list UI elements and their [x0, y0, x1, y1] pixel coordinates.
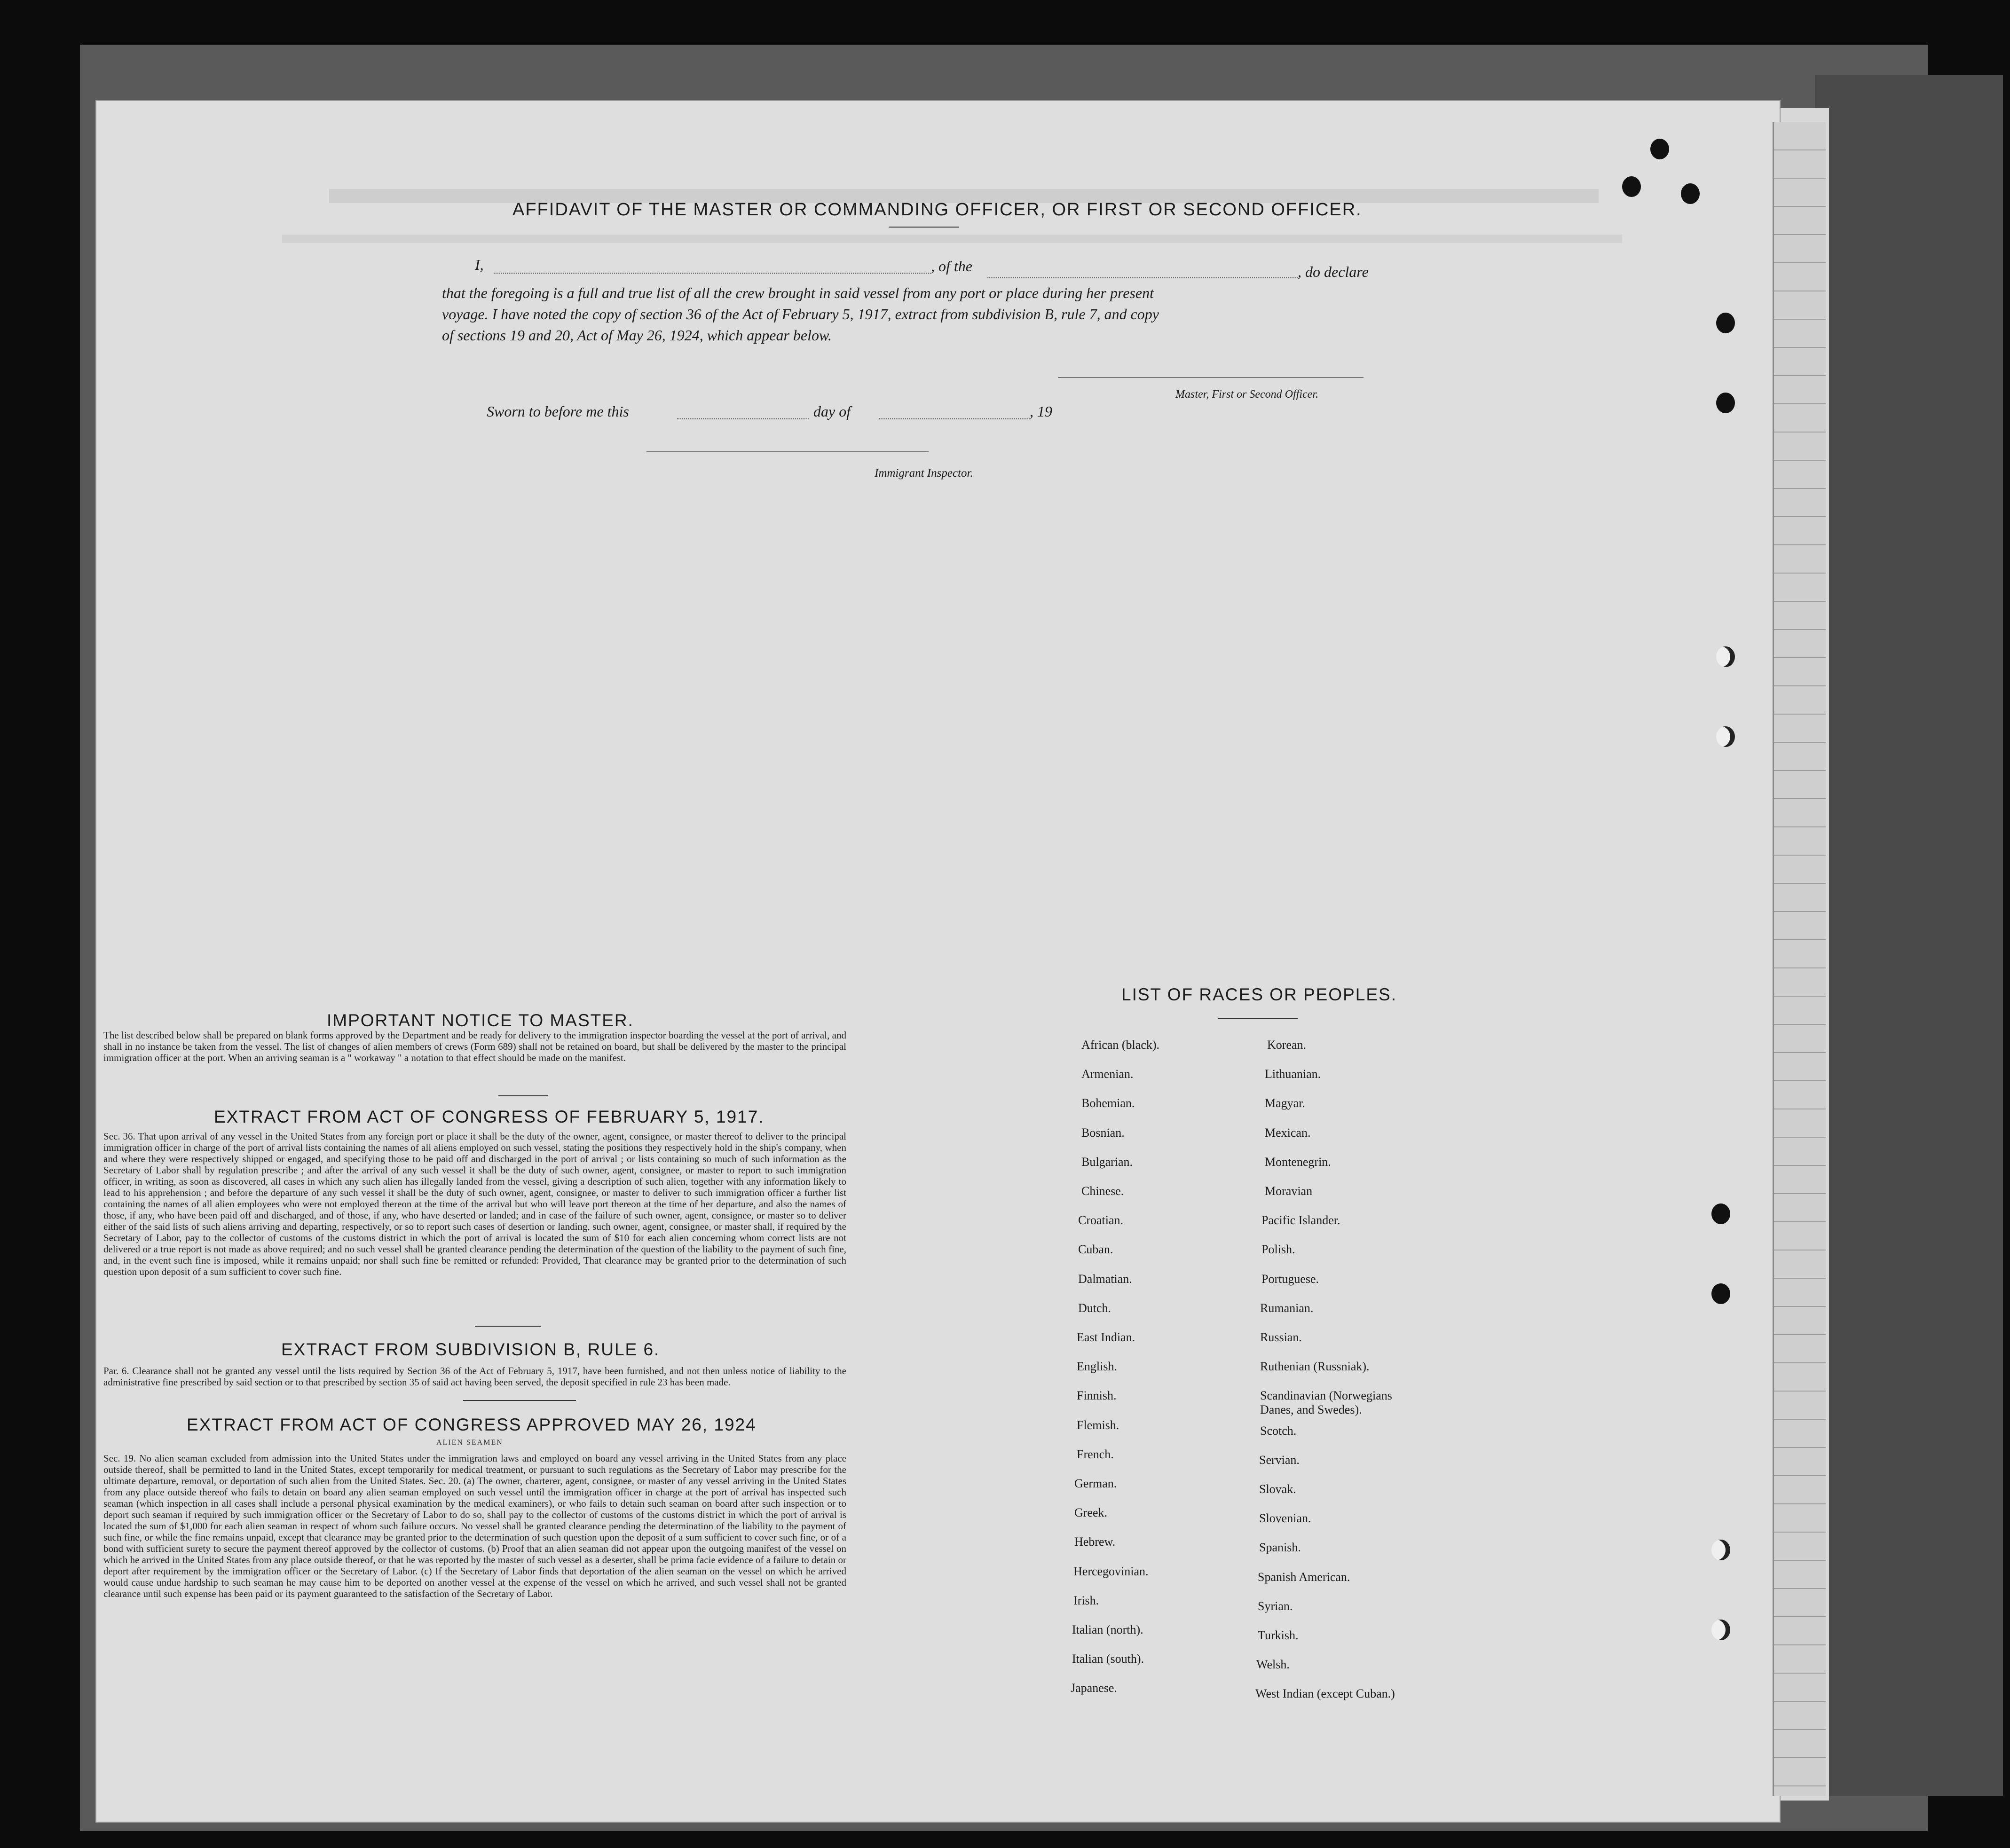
extract-1917-title: EXTRACT FROM ACT OF CONGRESS OF FEBRUARY 5, 1917.: [214, 1107, 765, 1126]
race-item: Flemish.: [1077, 1418, 1119, 1432]
race-item: Bohemian.: [1081, 1096, 1135, 1110]
race-item: Servian.: [1259, 1453, 1300, 1467]
sworn-day-field[interactable]: [677, 418, 809, 419]
race-item: Greek.: [1074, 1506, 1108, 1519]
race-item: Spanish.: [1259, 1541, 1301, 1554]
punch-hole: [1711, 1620, 1730, 1640]
race-item: Mexican.: [1265, 1126, 1311, 1140]
race-item: Bosnian.: [1081, 1126, 1125, 1140]
sworn-month-field[interactable]: [879, 418, 1030, 419]
year-label: , 19: [1030, 403, 1052, 420]
affidavit-title: AFFIDAVIT OF THE MASTER OR COMMANDING OFFICER, OR FIRST OR SECOND OFFICER.: [512, 200, 1362, 220]
race-item: German.: [1074, 1477, 1117, 1490]
race-item: Dutch.: [1078, 1301, 1111, 1315]
punch-hole: [1716, 726, 1735, 747]
day-of-label: day of: [813, 403, 851, 420]
paper-stack-edge: [1815, 75, 2003, 1796]
race-item: Welsh.: [1256, 1658, 1290, 1671]
race-item: Ruthenian (Russniak).: [1260, 1360, 1370, 1373]
extract-1924-title: EXTRACT FROM ACT OF CONGRESS APPROVED MAY 26, 1924: [187, 1415, 757, 1434]
race-item: Chinese.: [1081, 1184, 1124, 1198]
race-item: English.: [1077, 1360, 1117, 1373]
race-item: Armenian.: [1081, 1067, 1134, 1081]
race-item: East Indian.: [1077, 1330, 1135, 1344]
race-item: Spanish American.: [1258, 1570, 1350, 1584]
race-item: Syrian.: [1258, 1599, 1293, 1613]
affidavit-text-line: of sections 19 and 20, Act of May 26, 1924, which appear below.: [442, 327, 832, 344]
affidavit-text-line: voyage. I have noted the copy of section 36 of the Act of February 5, 1917, extract from subdivision B, rule 7, and copy: [442, 306, 1159, 322]
divider: [1218, 1018, 1298, 1019]
subdivision-text: Par. 6. Clearance shall not be granted any vessel until the lists required by Section 36 of the Act of February 5, 1917, have been furnished, and not then unless notice of liability to the administrative fine prescribed by said section or to that prescribed by section 35 of said act having been served, the deposit specified in rule 23 has been made.: [103, 1365, 846, 1388]
race-item: Portuguese.: [1261, 1272, 1319, 1286]
divider: [463, 1400, 576, 1401]
notice-text: The list described below shall be prepared on blank forms approved by the Department and be ready for delivery to the immigration inspector boarding the vessel at the port of arrival, and shall in no instance be taken from the vessel. The list of changes of alien members of crews (Form 689) shall not be retained on board, but shall be delivered by the master to the principal immigration officer at the port. When an arriving seaman is a " workaway " a notation to that effect should be made on the manifest.: [103, 1030, 846, 1063]
vessel-name-field[interactable]: [987, 277, 1298, 278]
punch-hole: [1681, 183, 1700, 204]
race-item: Irish.: [1073, 1594, 1099, 1607]
subdivision-title: EXTRACT FROM SUBDIVISION B, RULE 6.: [281, 1340, 660, 1359]
declarant-label: I,: [475, 256, 484, 273]
do-declare-label: , do declare: [1298, 263, 1369, 280]
race-item: Moravian: [1265, 1184, 1313, 1198]
race-item: Scandinavian (Norwegians Danes, and Swedes).: [1260, 1389, 1392, 1416]
extract-1924-text: Sec. 19. No alien seaman excluded from admission into the United States under the immigration laws and employed on board any vessel arriving in the United States from any place outside thereof, shall be permitted to land in the United States, except temporarily for medical treatment, or pursuant to such regulations as the Secretary of Labor may prescribe for the ultimate departure, removal, or deportation of such alien from the United States. Sec. 20. (a) The owner, charterer, agent, consignee, or master of any vessel arriving in the United States from any place outside thereof who fails to detain on board any alien seaman employed on such vessel until the immigration officer in charge at the port of arrival has inspected such seaman (which inspection in all cases shall include a personal physical examination by the medical examiners), or who fails to detain such seaman on board after such inspection or to deport such seaman if required by such immigration officer or the Secretary of Labor to do so, shall pay to the collector of customs of the customs district in which the port of arrival is located the sum of $1,000 for each alien seaman in respect of whom such failure occurs. No vessel shall be granted clearance pending the determination of the liability to the payment of such fine, or while the fine remains unpaid, except that clearance may be granted prior to the determination of such question upon the deposit of a sum sufficient to cover such fine, or of a bond with sufficient surety to secure the payment thereof approved by the collector of customs. (b) Proof that an alien seaman did not appear upon the outgoing manifest of the vessel on which he arrived in the United States from any place outside thereof, or that he was reported by the master of such vessel as a deserter, shall be prima facie evidence of a failure to detain or deport after requirement by the immigration officer or the Secretary of Labor. (c) If the Secretary of Labor finds that deportation of the alien seaman on the vessel on which he arrived would cause undue hardship to such seaman he may cause him to be deported on another vessel at the expense of the vessel on which he arrived, and such vessel shall not be granted clearance until such expense has been paid or its payment guaranteed to the satisfaction of the Secretary of Labor.: [103, 1453, 846, 1599]
race-item: West Indian (except Cuban.): [1255, 1687, 1395, 1700]
vessel-label: , of the: [931, 258, 972, 275]
race-item: Polish.: [1261, 1242, 1295, 1256]
race-item: Rumanian.: [1260, 1301, 1314, 1315]
race-item: French.: [1077, 1447, 1114, 1461]
divider: [889, 227, 959, 228]
race-item: Slovenian.: [1259, 1511, 1311, 1525]
extract-1917-text: Sec. 36. That upon arrival of any vessel in the United States from any foreign port or place it shall be the duty of the owner, agent, consignee, or master thereof to deliver to the principal immigration officer in charge of the port of arrival lists containing the names of all aliens employed on such vessel, stating the positions they respectively hold in the ship's company, when and where they were respectively shipped or engaged, and specifying those to be paid off and discharged in the port of arrival ; or lists containing so much of such information as the Secretary of Labor shall by regulation prescribe ; and after the arrival of any such vessel it shall be the duty of such owner, agent, consignee, or master to report to such immigration officer, in writing, as soon as discovered, all cases in which any such alien has illegally landed from the vessel, giving a description of such alien, together with any information likely to lead to his apprehension ; and before the departure of any such vessel it shall be the duty of such owner, agent, consignee, or master to deliver to such immigration officer a further list containing the names of all alien employees who were not employed thereon at the time of the arrival but who will leave port thereon at the time of her departure, and also the names of those, if any, who have been paid off and discharged, and of those, if any, who have deserted or landed; and in case of the failure of such owner, agent, consignee, or master so to deliver either of the said lists of such aliens arriving and departing, respectively, or so to report such cases of desertion or landing, such owner, agent, consignee, or master shall, if required by the Secretary of Labor, pay to the collector of customs of the customs district in which the port of arrival is located the sum of $10 for each alien concerning whom correct lists are not delivered or a true report is not made as above required; and no such vessel shall be granted clearance pending the determination of the question of the liability to the payment of such fine, and, in the event such fine is imposed, while it remains unpaid; nor shall such fine be remitted or refunded: Provided, That clearance may be granted prior to the determination of such question upon deposit of a sum sufficient to cover such fine.: [103, 1131, 846, 1277]
punch-hole: [1711, 1540, 1730, 1560]
race-item: Turkish.: [1258, 1628, 1299, 1642]
divider: [498, 1095, 548, 1096]
race-item: Lithuanian.: [1265, 1067, 1321, 1081]
race-item: Slovak.: [1259, 1482, 1296, 1496]
race-item: Montenegrin.: [1265, 1155, 1331, 1169]
race-item: Hercegovinian.: [1073, 1565, 1149, 1578]
races-title: LIST OF RACES OR PEOPLES.: [1121, 985, 1397, 1004]
race-item: Bulgarian.: [1081, 1155, 1133, 1169]
divider: [475, 1326, 541, 1327]
punch-hole: [1711, 1283, 1730, 1304]
sworn-label: Sworn to before me this: [487, 403, 629, 420]
race-item: Scotch.: [1260, 1424, 1297, 1438]
underlying-grid-sheet: [1773, 122, 1826, 1796]
race-item: Hebrew.: [1074, 1535, 1116, 1549]
punch-hole: [1622, 176, 1641, 197]
race-item: Italian (south).: [1072, 1652, 1144, 1666]
punch-hole: [1716, 393, 1735, 413]
race-item: Magyar.: [1265, 1096, 1305, 1110]
punch-hole: [1650, 139, 1669, 159]
race-item: Dalmatian.: [1078, 1272, 1132, 1286]
declarant-name-field[interactable]: [494, 273, 931, 274]
inspector-signature-field[interactable]: [646, 451, 929, 452]
punch-hole: [1711, 1203, 1730, 1224]
notice-title: IMPORTANT NOTICE TO MASTER.: [327, 1011, 634, 1030]
punch-hole: [1716, 646, 1735, 667]
race-item: Croatian.: [1078, 1213, 1124, 1227]
master-signature-field[interactable]: [1058, 377, 1364, 378]
extract-1924-subtitle: ALIEN SEAMEN: [436, 1439, 503, 1447]
race-item: Italian (north).: [1072, 1623, 1143, 1636]
race-item: African (black).: [1081, 1038, 1160, 1052]
punch-hole: [1716, 313, 1735, 333]
race-item: Cuban.: [1078, 1242, 1113, 1256]
race-item: Finnish.: [1077, 1389, 1117, 1402]
master-signature-label: Master, First or Second Officer.: [1175, 388, 1318, 401]
race-item: Japanese.: [1071, 1681, 1117, 1695]
race-item: Pacific Islander.: [1261, 1213, 1340, 1227]
affidavit-text-line: that the foregoing is a full and true list of all the crew brought in said vessel from any port or place during her present: [442, 284, 1154, 301]
inspector-label: Immigrant Inspector.: [875, 467, 973, 480]
race-item: Russian.: [1260, 1330, 1302, 1344]
race-item: Korean.: [1267, 1038, 1307, 1052]
